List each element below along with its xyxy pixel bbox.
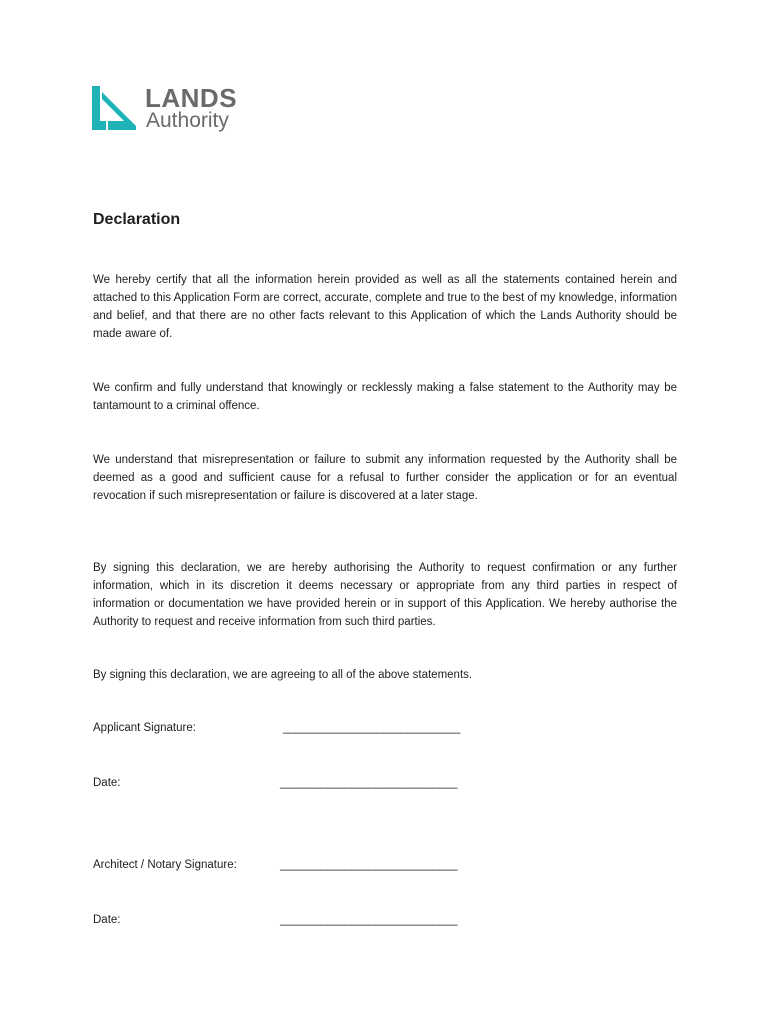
declaration-paragraph-1: We hereby certify that all the information herein provided as well as all the statements contained herein and attached to this Application Form are correct, accurate, complete and true to the best of my knowledge, information and belief, and that there are no other facts relevant to this Application of which the Lands Authority should be made aware of.: [93, 274, 677, 340]
logo-text-lands: LANDS: [145, 83, 238, 113]
declaration-paragraph-2: We confirm and fully understand that knowingly or recklessly making a false statement to the Authority may be tantamount to a criminal offence.: [93, 382, 677, 412]
architect-notary-signature-line[interactable]: ______________________________: [280, 859, 457, 871]
page-title: Declaration: [93, 211, 181, 228]
date-label-2: Date:: [93, 914, 121, 926]
declaration-paragraph-3: We understand that misrepresentation or failure to submit any information requested by the Authority shall be deemed as a good and sufficient cause for a refusal to further consider the application or for an eventual revocation if such misrepresentation or failure is discovered at a later stage.: [93, 454, 677, 502]
date-line-2[interactable]: ______________________________: [280, 914, 457, 926]
declaration-paragraph-4: By signing this declaration, we are hereby authorising the Authority to request confirmation or any further information, which in its discretion it deems necessary or appropriate from any third parties in respect of information or documentation we have provided herein or in support of this Application. We hereby authorise the Authority to request and receive information from such third parties.: [93, 562, 677, 628]
date-line-1[interactable]: ______________________________: [280, 777, 457, 789]
logo-text-authority: Authority: [146, 109, 229, 132]
declaration-paragraph-5: By signing this declaration, we are agreeing to all of the above statements.: [93, 669, 473, 681]
architect-notary-signature-label: Architect / Notary Signature:: [93, 859, 237, 871]
lands-authority-logo: [92, 83, 262, 134]
lands-logo-mark-icon: [92, 86, 138, 130]
applicant-signature-line[interactable]: ______________________________: [283, 722, 460, 734]
applicant-signature-label: Applicant Signature:: [93, 722, 196, 734]
date-label-1: Date:: [93, 777, 121, 789]
